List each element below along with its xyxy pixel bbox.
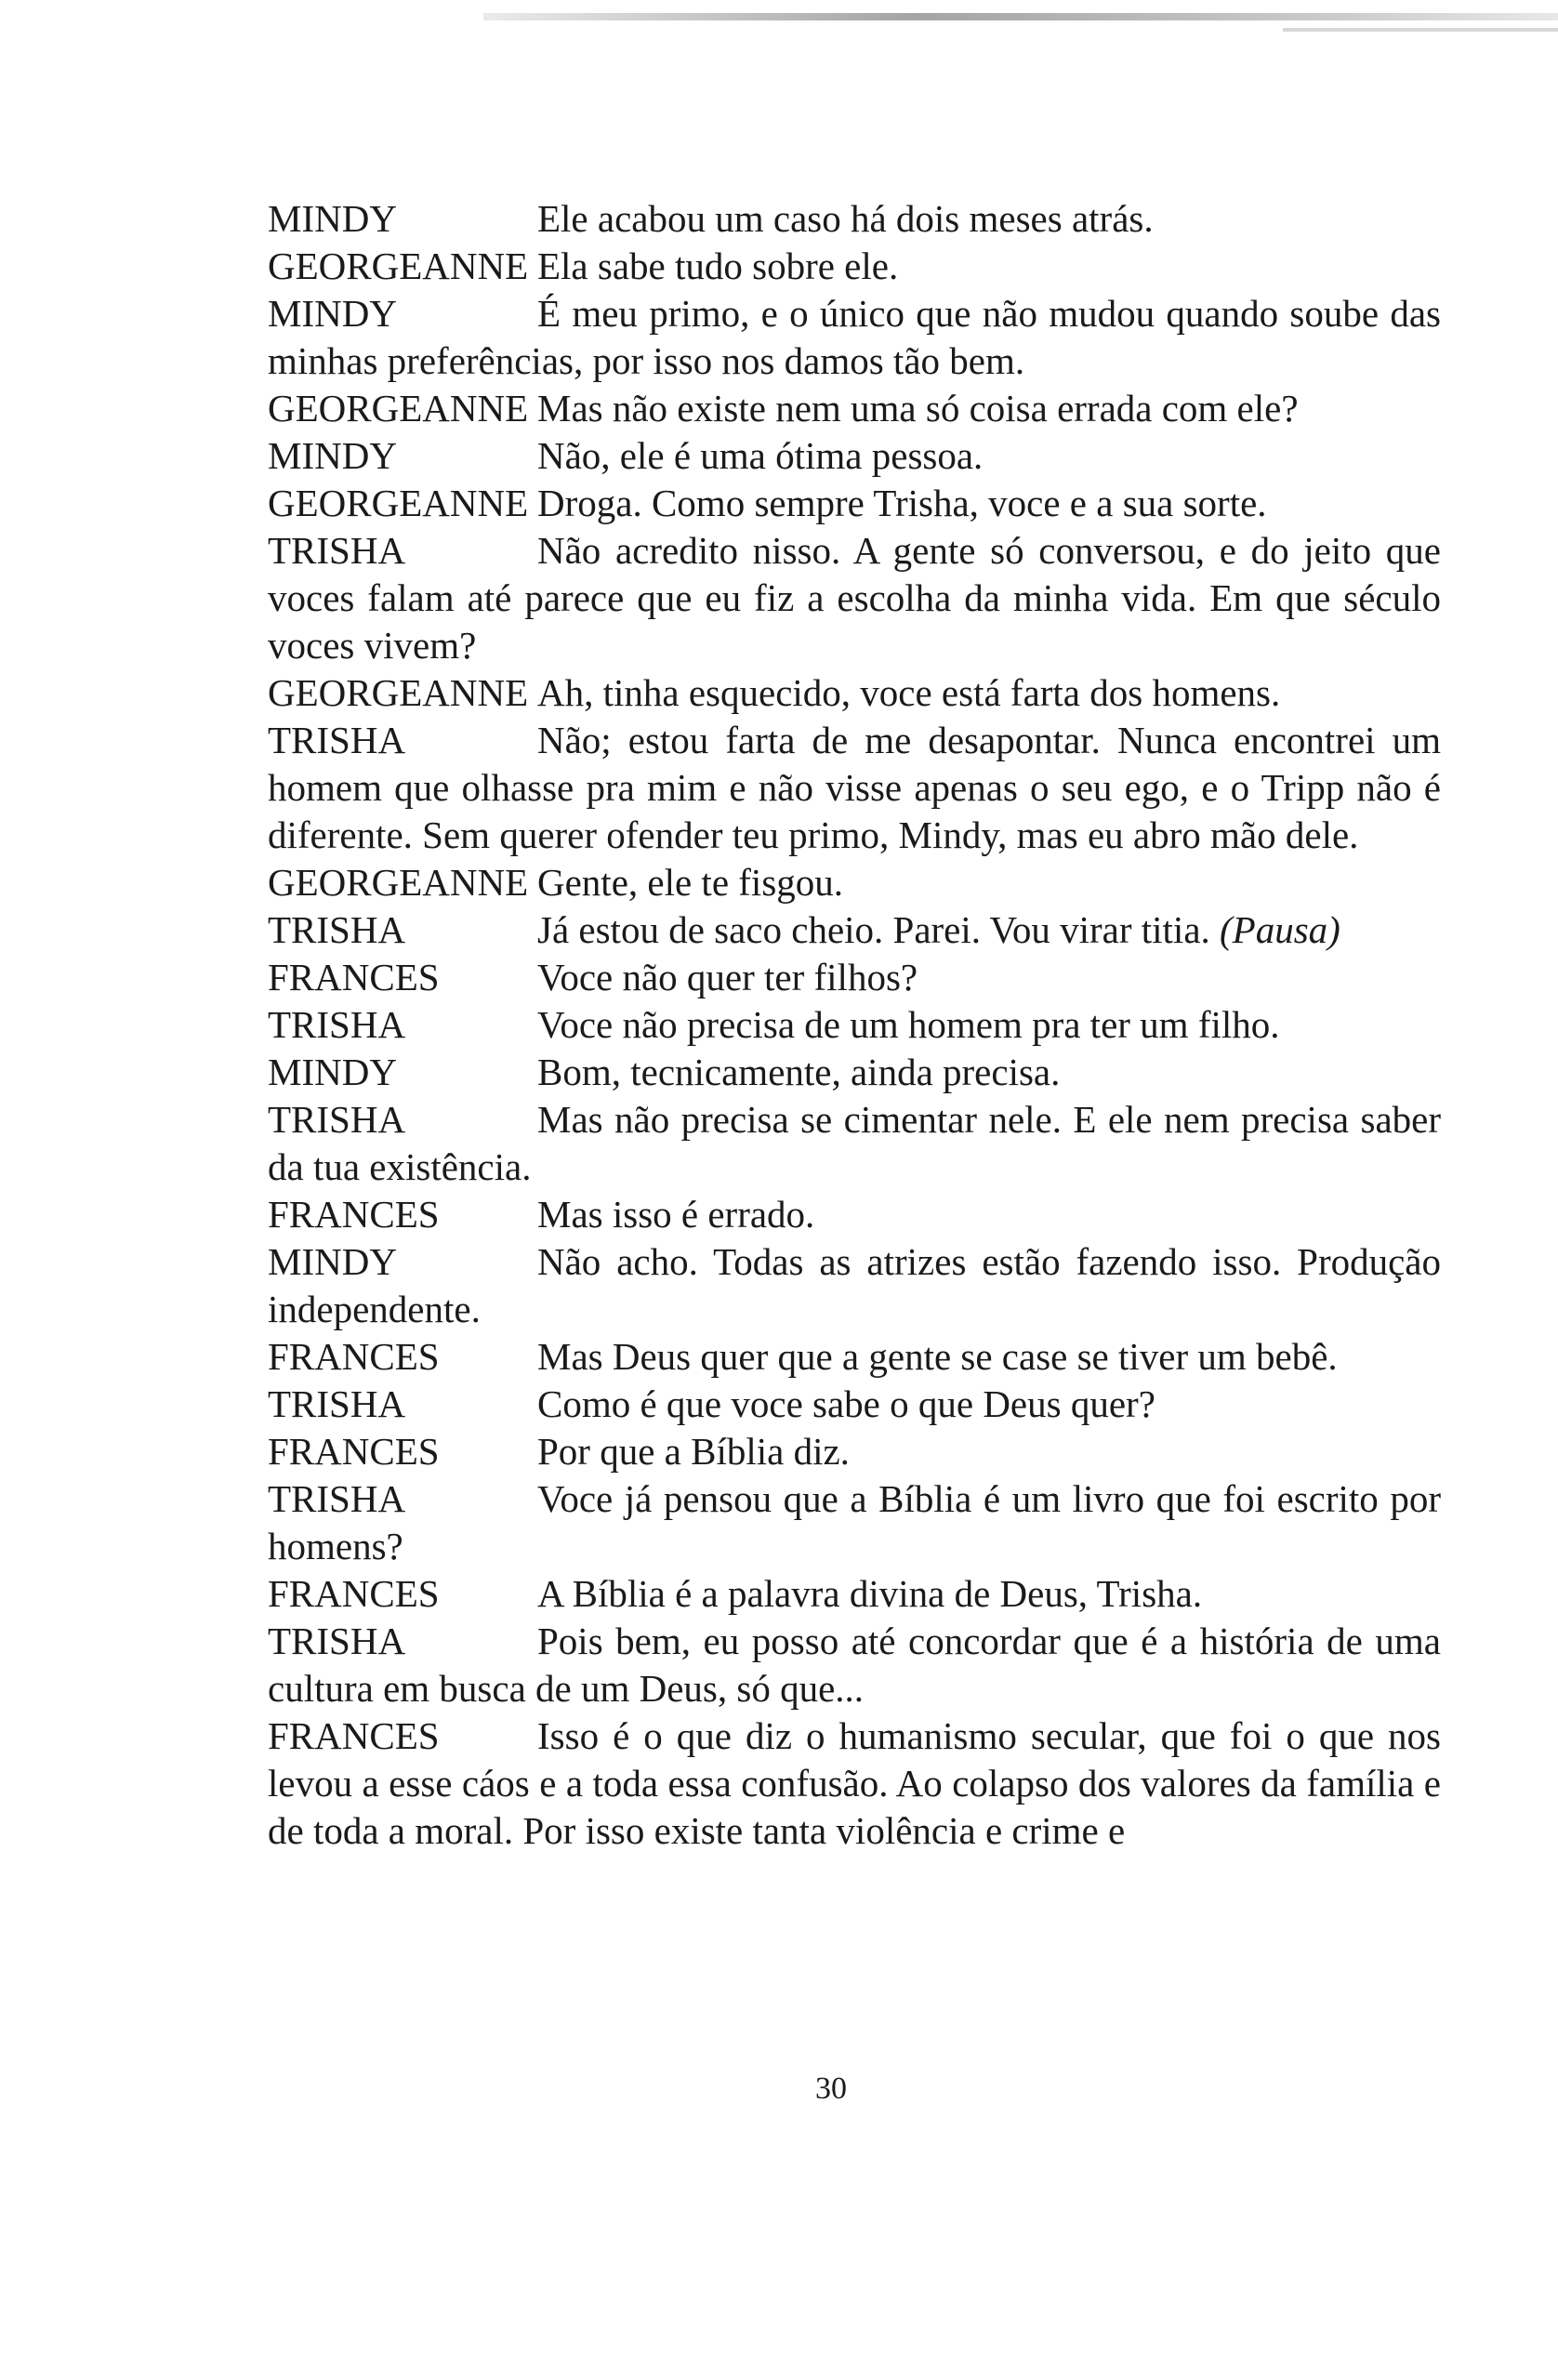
- dialogue-line: [268, 480, 1441, 527]
- dialogue-line: [268, 717, 1441, 859]
- dialogue-line: [268, 1238, 1441, 1333]
- dialogue-text: Não acredito nisso. A gente só conversou, e do jeito que voces falam até parece que eu fiz a escolha da minha vida. Em que século voces vivem?: [268, 529, 1441, 667]
- dialogue-line: [268, 195, 1441, 243]
- dialogue-text: É meu primo, e o único que não mudou quando soube das minhas preferências, por isso nos damos tão bem.: [268, 292, 1441, 382]
- dialogue-line: [268, 1049, 1441, 1096]
- speaker-name: FRANCES: [268, 1430, 440, 1473]
- speaker-name: FRANCES: [268, 1714, 440, 1757]
- speaker-name: GEORGEANNE: [268, 482, 529, 524]
- speaker-name: TRISHA: [268, 1382, 406, 1425]
- dialogue-line: [268, 954, 1441, 1001]
- dialogue-line: [268, 859, 1441, 906]
- speaker-name: MINDY: [268, 1051, 397, 1093]
- dialogue-line: [268, 1001, 1441, 1049]
- speaker-name: GEORGEANNE: [268, 387, 529, 430]
- dialogue-text: Voce já pensou que a Bíblia é um livro que foi escrito por homens?: [268, 1477, 1441, 1567]
- speaker-name: FRANCES: [268, 1572, 440, 1615]
- dialogue-line: [268, 1570, 1441, 1618]
- page-number: 30: [815, 2071, 847, 2106]
- dialogue-line: [268, 1191, 1441, 1238]
- dialogue-text: Gente, ele te fisgou.: [537, 861, 844, 904]
- dialogue-text: Ela sabe tudo sobre ele.: [537, 245, 899, 287]
- dialogue-text: Pois bem, eu posso até concordar que é a história de uma cultura em busca de um Deus, só que...: [268, 1620, 1441, 1710]
- dialogue-line: [268, 527, 1441, 669]
- dialogue-line: [268, 243, 1441, 290]
- speaker-name: TRISHA: [268, 719, 406, 761]
- dialogue-text: Droga. Como sempre Trisha, voce e a sua sorte.: [537, 482, 1267, 524]
- dialogue-text: Voce não precisa de um homem pra ter um filho.: [537, 1003, 1280, 1046]
- speaker-name: TRISHA: [268, 1620, 406, 1662]
- speaker-name: FRANCES: [268, 956, 440, 998]
- stage-direction: (Pausa): [1220, 908, 1340, 951]
- speaker-name: TRISHA: [268, 1003, 406, 1046]
- dialogue-text: Ele acabou um caso há dois meses atrás.: [537, 197, 1154, 240]
- speaker-name: MINDY: [268, 434, 397, 477]
- speaker-name: TRISHA: [268, 1477, 406, 1520]
- speaker-name: GEORGEANNE: [268, 671, 529, 714]
- dialogue-line: [268, 1428, 1441, 1475]
- dialogue-text: Por que a Bíblia diz.: [537, 1430, 850, 1473]
- speaker-name: GEORGEANNE: [268, 245, 529, 287]
- dialogue-line: [268, 290, 1441, 385]
- dialogue-line: [268, 1712, 1441, 1855]
- speaker-name: TRISHA: [268, 529, 406, 572]
- speaker-name: TRISHA: [268, 908, 406, 951]
- dialogue-line: [268, 1333, 1441, 1381]
- dialogue-text: Mas não precisa se cimentar nele. E ele nem precisa saber da tua existência.: [268, 1098, 1441, 1188]
- dialogue-text: Não; estou farta de me desapontar. Nunca encontrei um homem que olhasse pra mim e não visse apenas o seu ego, e o Tripp não é diferente. Sem querer ofender teu primo, Mindy, mas eu abro mão dele.: [268, 719, 1441, 856]
- speaker-name: TRISHA: [268, 1098, 406, 1141]
- dialogue-text: Voce não quer ter filhos?: [537, 956, 918, 998]
- speaker-name: FRANCES: [268, 1335, 440, 1378]
- dialogue-text: Não, ele é uma ótima pessoa.: [537, 434, 984, 477]
- scan-edge-artifact: [483, 13, 1558, 20]
- dialogue-text: A Bíblia é a palavra divina de Deus, Trisha.: [537, 1572, 1203, 1615]
- dialogue-text: Como é que voce sabe o que Deus quer?: [537, 1382, 1155, 1425]
- dialogue-line: [268, 906, 1441, 954]
- speaker-name: FRANCES: [268, 1193, 440, 1236]
- speaker-name: MINDY: [268, 197, 397, 240]
- dialogue-text: Não acho. Todas as atrizes estão fazendo isso. Produção independente.: [268, 1240, 1441, 1330]
- scan-edge-artifact: [1283, 28, 1558, 32]
- dialogue-text: Isso é o que diz o humanismo secular, que foi o que nos levou a esse cáos e a toda essa confusão. Ao colapso dos valores da família e de toda a moral. Por isso existe tanta violência e crime e: [268, 1714, 1441, 1852]
- dialogue-line: [268, 1618, 1441, 1712]
- dialogue-text: Já estou de saco cheio. Parei. Vou virar titia.: [537, 908, 1210, 951]
- speaker-name: MINDY: [268, 1240, 397, 1283]
- speaker-name: GEORGEANNE: [268, 861, 529, 904]
- dialogue-line: [268, 1381, 1441, 1428]
- dialogue-line: [268, 669, 1441, 717]
- dialogue-line: [268, 1096, 1441, 1191]
- dialogue-text: Mas isso é errado.: [537, 1193, 815, 1236]
- dialogue-text: Bom, tecnicamente, ainda precisa.: [537, 1051, 1061, 1093]
- dialogue-text: Ah, tinha esquecido, voce está farta dos homens.: [537, 671, 1281, 714]
- speaker-name: MINDY: [268, 292, 397, 335]
- script-dialogue: [268, 195, 1441, 1855]
- dialogue-line: [268, 1475, 1441, 1570]
- dialogue-text: Mas não existe nem uma só coisa errada com ele?: [537, 387, 1299, 430]
- dialogue-text: Mas Deus quer que a gente se case se tiver um bebê.: [537, 1335, 1338, 1378]
- dialogue-line: [268, 432, 1441, 480]
- dialogue-line: [268, 385, 1441, 432]
